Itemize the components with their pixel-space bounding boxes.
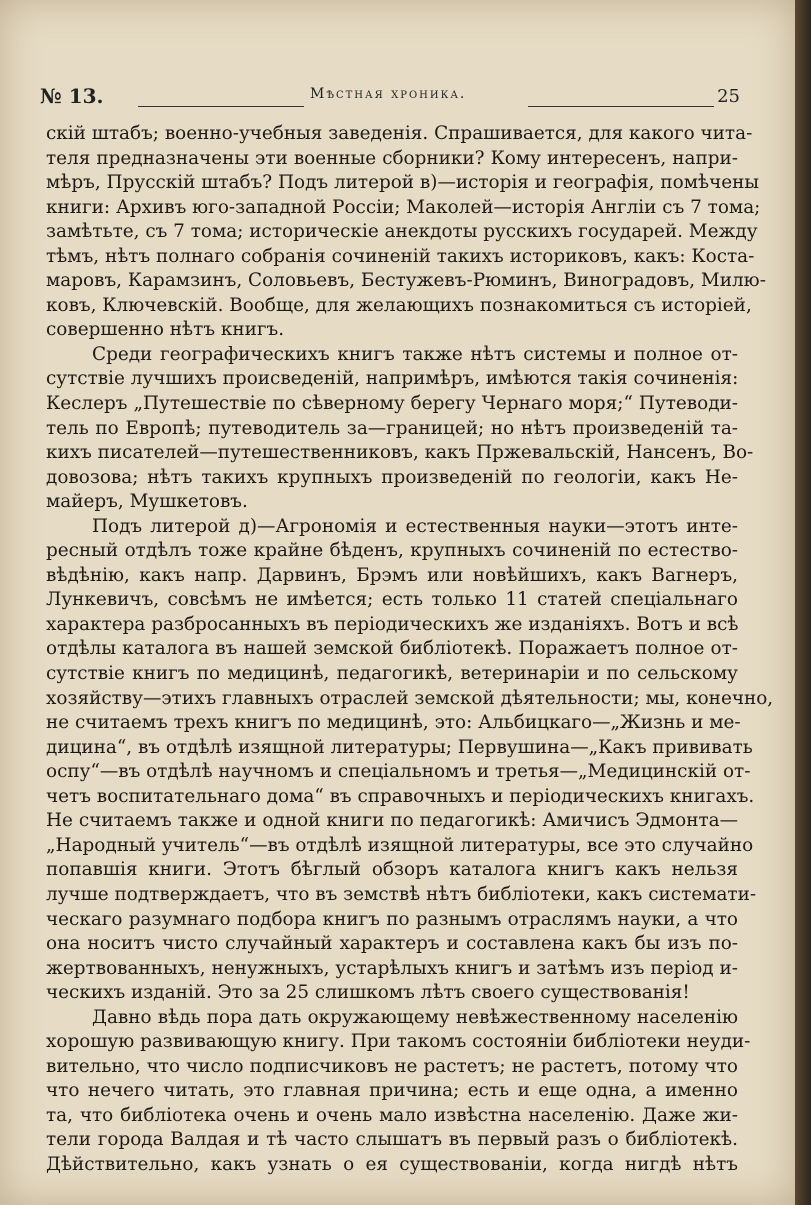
text-line: замѣтьте, съ 7 тома; историческіе анекдоты русскихъ государей. Между	[46, 221, 758, 243]
text-line: Кеслеръ „Путешествіе по сѣверному берегу Чернаго моря;“ Путеводи-	[46, 393, 738, 415]
text-line: „Народный учитель“—въ отдѣлѣ изящной литературы, все это случайно	[46, 834, 754, 856]
text-line: майеръ, Мушкетовъ.	[46, 491, 248, 513]
text-line: тель по Европѣ; путеводитель за—границей; но нѣтъ произведеній та-	[46, 417, 738, 439]
text-line: четъ воспитательнаго дома“ въ справочныхъ и періодическихъ книгахъ.	[46, 785, 755, 807]
text-line: отдѣлы каталога въ нашей земской библіотекѣ. Поражаетъ полное от-	[46, 638, 738, 660]
text-line: попавшія книги. Этотъ бѣглый обзоръ каталога книгъ какъ нельзя	[46, 859, 738, 881]
text-line: Подъ литерой д)—Агрономія и естественныя науки—этотъ инте-	[92, 515, 738, 537]
text-line: маровъ, Карамзинъ, Соловьевъ, Бестужевъ-Рюминъ, Виноградовъ, Милю-	[46, 270, 766, 292]
text-line: хозяйству—этихъ главныхъ отраслей земской дѣятельности; мы, конечно,	[46, 687, 774, 709]
text-line: вѣдѣнію, какъ напр. Дарвинъ, Брэмъ или новѣйшихъ, какъ Вагнеръ,	[46, 564, 738, 586]
header-rule-left	[138, 106, 304, 107]
text-line: та, что библіотека очень и очень мало извѣстна населенію. Даже жи-	[46, 1104, 738, 1126]
text-line: кихъ писателей—путешественниковъ, какъ Пржевальскій, Нансенъ, Во-	[46, 442, 754, 464]
text-line: сутствіе книгъ по медицинѣ, педагогикѣ, ветеринаріи и по сельскому	[46, 663, 738, 685]
page-number: 25	[717, 86, 740, 107]
text-line: жертвованныхъ, ненужныхъ, устарѣлыхъ книгъ и затѣмъ изъ період и-	[46, 957, 738, 979]
text-line: ковъ, Ключевскій. Вообще, для желающихъ познакомиться съ исторіей,	[46, 294, 752, 316]
text-line: ческаго разумнаго подбора книгъ по разнымъ отраслямъ науки, а что	[46, 908, 738, 930]
text-line: вительно, что число подписчиковъ не растетъ; не растетъ, потому что	[46, 1055, 738, 1077]
paragraph	[46, 122, 766, 343]
issue-number: № 13.	[40, 84, 104, 108]
text-line: ресный отдѣлъ тоже крайне бѣденъ, крупныхъ сочиненій по естество-	[46, 540, 738, 562]
text-line: книги: Архивъ юго-западной Россіи; Маколей—исторія Англіи съ 7 тома;	[46, 196, 761, 218]
running-header	[40, 84, 740, 114]
section-title: Мѣстная хроника.	[310, 86, 467, 102]
text-line: не считаемъ трехъ книгъ по медицинѣ, это: Альбицкаго—„Жизнь и ме-	[46, 712, 741, 734]
text-line: лучше подтверждаетъ, что въ земствѣ нѣтъ библіотеки, какъ системати-	[46, 883, 757, 905]
text-line: Не считаемъ также и одной книги по педагогикѣ: Амичисъ Эдмонта—	[46, 810, 738, 832]
header-rule-right	[528, 106, 714, 107]
text-line: оспу“—въ отдѣлѣ научномъ и спеціальномъ и третья—„Медицинскій от-	[46, 761, 751, 783]
text-line: довозова; нѣтъ такихъ крупныхъ произведеній по геологіи, какъ Не-	[46, 466, 738, 488]
text-line: ческихъ изданій. Это за 25 слишкомъ лѣтъ своего существованія!	[46, 982, 690, 1004]
body-text	[46, 122, 774, 1178]
text-line: дицина“, въ отдѣлѣ изящной литературы; Первушина—„Какъ прививать	[46, 736, 753, 758]
text-line: Дѣйствительно, какъ узнать о ея существованіи, когда нигдѣ нѣтъ	[46, 1153, 738, 1175]
text-line: что нечего читать, это главная причина; есть и еще одна, а именно	[46, 1080, 738, 1102]
text-line: хорошую развивающую книгу. При такомъ состояніи библіотеки неуди-	[46, 1031, 751, 1053]
paragraph	[46, 343, 754, 515]
text-line: Лункевичъ, совсѣмъ не имѣется; есть только 11 статей спеціальнаго	[46, 589, 738, 611]
text-line: Давно вѣдь пора дать окружающему невѣжественному населенію	[92, 1006, 738, 1028]
paragraph	[46, 1006, 751, 1178]
text-line: совершенно нѣтъ книгъ.	[46, 319, 285, 341]
text-line: она носитъ чисто случайный характеръ и составлена какъ бы изъ по-	[46, 933, 738, 955]
text-line: теля предназначены эти военные сборники? Кому интересенъ, напри-	[46, 147, 738, 169]
text-line: характера разбросанныхъ въ періодическихъ же изданіяхъ. Вотъ и всѣ	[46, 613, 739, 635]
paragraph	[46, 515, 774, 1006]
text-line: тѣмъ, нѣтъ полнаго собранія сочиненій такихъ историковъ, какъ: Коста-	[46, 245, 755, 267]
book-edge	[795, 0, 811, 1205]
text-line: скій штабъ; военно-учебныя заведенія. Спрашивается, для какого чита-	[46, 123, 753, 144]
text-line: Среди географическихъ книгъ также нѣтъ системы и полное от-	[92, 343, 738, 365]
text-line: мѣръ, Прусскій штабъ? Подъ литерой в)—исторія и географія, помѣчены	[46, 172, 760, 194]
text-line: тели города Валдая и тѣ часто слышатъ въ первый разъ о библіотекѣ.	[46, 1129, 738, 1151]
text-line: сутствіе лучшихъ проиcведеній, напримѣръ, имѣются такія сочиненія:	[46, 368, 739, 390]
